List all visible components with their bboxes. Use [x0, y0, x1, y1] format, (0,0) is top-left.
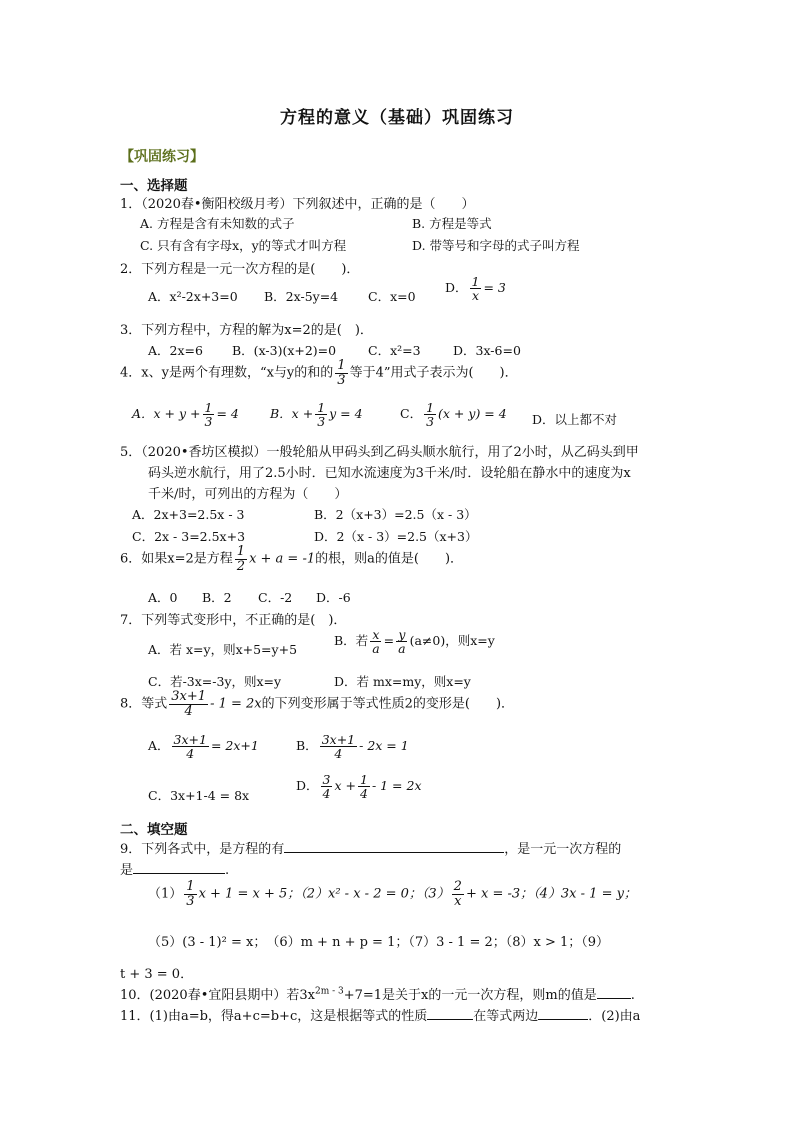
- q5-line-3: 千米/时，可列出的方程为（ ）: [148, 487, 348, 502]
- q8-stem: 8．等式 $\frac{3x+1}{4}$ - 1 = 2x的下列变形属于等式性质2的变形是( )．: [120, 689, 515, 719]
- q5-option-b: B．2（x+3）=2.5（x - 3）: [314, 507, 477, 522]
- answer-blank[interactable]: [284, 840, 504, 853]
- q5-option-c: C．2x - 3=2.5x+3: [132, 529, 246, 544]
- q2-stem: 2．下列方程是一元一次方程的是( )．: [120, 262, 360, 277]
- q4-option-b: B．x + $\frac{1}{3}$ y = 4: [270, 400, 363, 430]
- q4-option-c: C． $\frac{1}{3}$ (x + y) = 4: [400, 400, 507, 430]
- fraction: $\frac{1}{4}$: [359, 772, 368, 802]
- q9-line-2: 是 .: [120, 863, 230, 878]
- q2-option-c: C．x=0: [368, 289, 416, 304]
- section-fill: 二、填空题: [120, 822, 188, 838]
- q1-option-a: A. 方程是含有未知数的式子: [140, 216, 295, 231]
- q4-option-a: A．x + y + $\frac{1}{3}$ = 4: [132, 400, 239, 430]
- q3-option-c: C．x²=3: [368, 343, 421, 358]
- q7-option-c: C．若-3x=-3y，则x=y: [148, 674, 282, 689]
- q8-option-c: C．3x+1-4 = 8x: [148, 788, 250, 803]
- q3-option-a: A．2x=6: [148, 343, 203, 358]
- q6-option-c: C．-2: [258, 590, 293, 605]
- fraction: $\frac{1}{3}$: [186, 879, 195, 909]
- fraction: $\frac{1}{2}$: [236, 544, 246, 574]
- q1-option-c: C. 只有含有字母x，y的等式才叫方程: [140, 238, 347, 253]
- fraction: $\frac{1}{3}$: [426, 400, 435, 430]
- fraction: $\frac{3x+1}{4}$: [321, 732, 356, 762]
- q3-stem: 3．下列方程中，方程的解为x=2的是( )．: [120, 323, 373, 338]
- q9-line-1: 9．下列各式中，是方程的有 ，是一元一次方程的: [120, 842, 622, 857]
- q8-option-d: D． $\frac{3}{4}$ x + $\frac{1}{4}$ - 1 = 2x: [296, 772, 422, 802]
- q4-stem: 4．x、y是两个有理数，“x与y的和的 $\frac{1}{3}$ 等于4”用式子表示为( )．: [120, 358, 518, 388]
- page-title: 方程的意义（基础）巩固练习: [280, 108, 514, 128]
- q2-option-b: B．2x-5y=4: [264, 289, 339, 304]
- q7-option-b: B．若 $\frac{x}{a}$ = $\frac{y}{a}$ (a≠0)，则x=y: [334, 627, 495, 657]
- q6-option-b: B．2: [202, 590, 232, 605]
- q8-option-a: A． $\frac{3x+1}{4}$ = 2x+1: [148, 732, 259, 762]
- q7-option-a: A．若 x=y，则x+5=y+5: [148, 642, 298, 657]
- q10-stem: 10．(2020春•宜阳县期中）若$3x^{2m - 3}+7=1$是关于x的一元一次方程，则m的值是 .: [120, 986, 635, 1003]
- q8-option-b: B． $\frac{3x+1}{4}$ - 2x = 1: [296, 732, 409, 762]
- fraction: $\frac{2}{x}$: [453, 879, 462, 909]
- section-tag: 【巩固练习】: [120, 149, 204, 165]
- fraction: $\frac{3x+1}{4}$: [173, 732, 207, 762]
- fraction: $\frac{1}{3}$: [337, 358, 346, 388]
- q9-expr-row-1: （1） $\frac{1}{3}$ x + 1 = x + 5；（2）x² - x - 2 = 0；（3） $\frac{2}{x}$ + x = -3；（4）3x - 1 = y；: [148, 879, 637, 909]
- q11-stem: 11．(1)由a=b，得a+c=b+c，这是根据等式的性质 在等式两边 ．(2)由a: [120, 1009, 641, 1024]
- q4-option-d: D．以上都不对: [532, 412, 618, 427]
- fraction: $\frac{3}{4}$: [322, 772, 331, 802]
- q1-option-d: D. 带等号和字母的式子叫方程: [412, 238, 580, 253]
- fraction: $\frac{1}{x}$: [471, 274, 480, 304]
- fraction: $\frac{1}{3}$: [204, 400, 213, 430]
- q6-stem: 6．如果x=2是方程 $\frac{1}{2}$ x + a = -1的根，则a的值是( )．: [120, 544, 464, 574]
- q3-option-d: D．3x-6=0: [453, 343, 521, 358]
- q7-option-d: D．若 mx=my，则x=y: [334, 674, 471, 689]
- q1-stem: 1．（2020春•衡阳校级月考）下列叙述中，正确的是（ ）: [120, 197, 475, 212]
- q6-option-a: A．0: [148, 590, 178, 605]
- q2-option-d: D． $\frac{1}{x}$ = 3: [445, 274, 506, 304]
- q9-expr-row-2: （5）(3 - 1)² = x； （6）m + n + p = 1；（7）3 - 1 = 2；（8）x > 1；（9）: [148, 935, 610, 950]
- answer-blank[interactable]: [538, 1007, 588, 1020]
- q5-option-d: D．2（x - 3）=2.5（x+3）: [314, 529, 478, 544]
- answer-blank[interactable]: [133, 861, 225, 874]
- q3-option-b: B．(x-3)(x+2)=0: [232, 343, 337, 358]
- q1-option-b: B. 方程是等式: [412, 216, 492, 231]
- q2-option-a: A．x²-2x+3=0: [148, 289, 238, 304]
- q5-line-2: 码头逆水航行，用了2.5小时．已知水流速度为3千米/时．设轮船在静水中的速度为x: [148, 466, 631, 481]
- q7-stem: 7．下列等式变形中，不正确的是( )．: [120, 613, 347, 628]
- fraction: $\frac{x}{a}$: [372, 627, 380, 657]
- q9-expr-row-3: t + 3 = 0．: [120, 967, 194, 982]
- fraction: $\frac{1}{3}$: [317, 400, 326, 430]
- fraction: $\frac{y}{a}$: [398, 627, 406, 657]
- answer-blank[interactable]: [427, 1007, 473, 1020]
- answer-blank[interactable]: [597, 986, 631, 999]
- q6-option-d: D．-6: [316, 590, 351, 605]
- section-choice: 一、选择题: [120, 178, 188, 194]
- fraction: $\frac{3x+1}{4}$: [171, 689, 207, 719]
- q5-option-a: A．2x+3=2.5x - 3: [132, 507, 245, 522]
- q5-line-1: 5．（2020•香坊区模拟）一般轮船从甲码头到乙码头顺水航行，用了2小时，从乙码头到甲: [120, 445, 639, 460]
